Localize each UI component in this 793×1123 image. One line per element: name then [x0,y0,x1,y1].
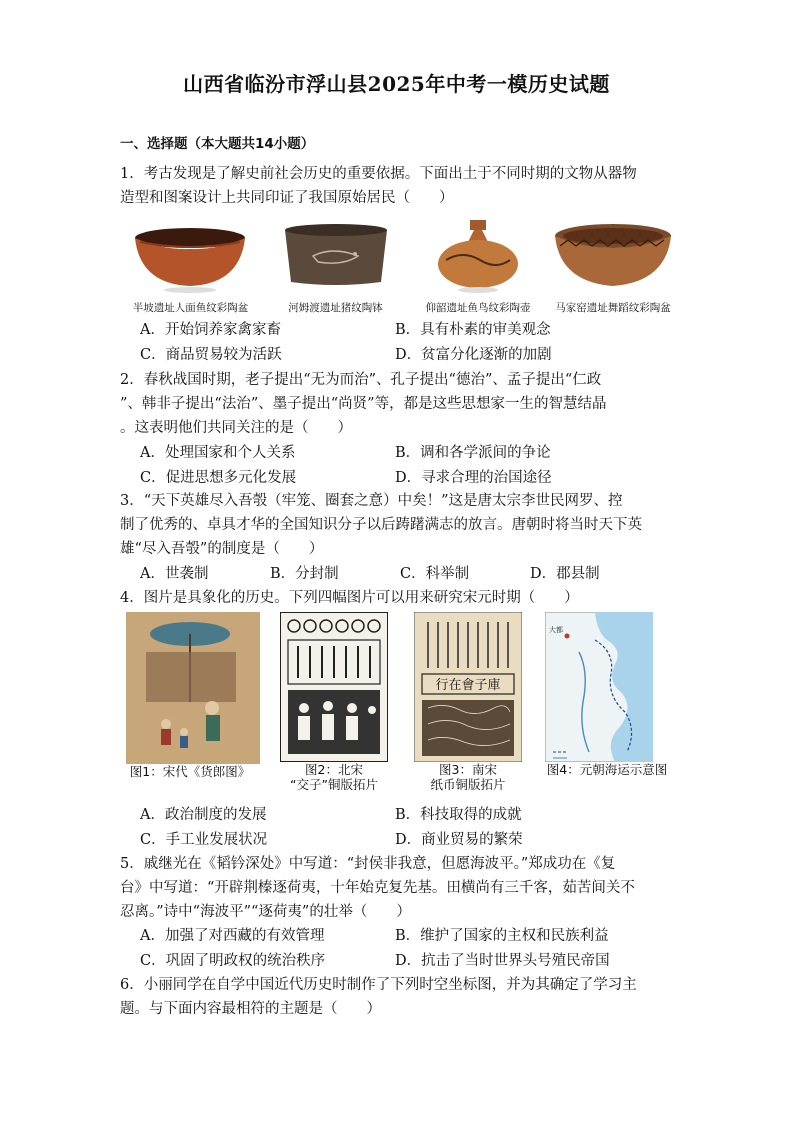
option-a[interactable]: A．世袭制 [140,566,209,582]
peddler-painting-image [126,612,260,764]
option-b[interactable]: B．分封制 [270,566,339,582]
question-4-options [140,803,660,852]
option-a[interactable]: A．处理国家和个人关系 [140,445,296,461]
question-1-stem: 1．考古发现是了解史前社会历史的重要依据。下面出土于不同时期的文物从器物 造型和图案设计上共同印证了我国原始居民（ ） [120,166,637,206]
option-c[interactable]: C．科举制 [400,566,470,582]
option-d[interactable]: D．抗击了当时世界头号殖民帝国 [395,952,610,969]
question-3-stem: 3．“天下英雄尽入吾彀（牢笼、圈套之意）中矣！”这是唐太宗李世民网罗、控 制了优秀的、卓具才华的全国知识分子以后踌躇满志的放言。唐朝时将当时天下英 雄“尽入吾彀”的制度是（ ） [120,493,642,557]
yuan-sea-transport-map-image [545,612,653,762]
question-3-options [140,562,660,587]
option-d[interactable]: D．商业贸易的繁荣 [395,831,523,848]
question-5-stem: 5．戚继光在《韬钤深处》中写道：“封侯非我意，但愿海波平。”郑成功在《复 台》中写道：“开辟荆榛逐荷夷，十年始克复先基。田横尚有三千客，茹苦间关不 忍离。”诗中“海波平”“逐荷夷”的壮举（ ） [120,856,635,920]
artifact-hemudu: 河姆渡遗址猪纹陶钵 [263,216,408,315]
fig3-print-text: 行在會子庫 [435,678,501,693]
page-title: 山西省临汾市浮山县2025年中考一模历史试题 [183,72,610,96]
figure-4: 大都 图4：元朝海运示意图 [537,612,677,777]
figure-3: 行在會子庫 图3：南宋 纸币铜版拓片 [412,612,524,792]
question-6-stem: 6．小丽同学在自学中国近代历史时制作了下列时空坐标图，并为其确定了学习主 题。与下面内容最相符的主题是（ ） [120,977,637,1017]
question-5-options [140,924,660,973]
option-c[interactable]: C．促进思想多元化发展 [140,469,297,486]
artifact-yangshao: 仰韶遗址鱼鸟纹彩陶壶 [408,216,548,315]
option-b[interactable]: B．具有朴素的审美观念 [395,322,551,338]
option-c[interactable]: C．商品贸易较为活跃 [140,346,282,363]
question-2-options [140,441,660,490]
option-c[interactable]: C．手工业发展状况 [140,831,268,848]
pig-pattern-pottery-bowl-image [263,216,408,296]
section-heading: 一、选择题（本大题共14小题） [120,136,315,152]
option-d[interactable]: D．寻求合理的治国途径 [395,469,552,486]
figure-2: 图2：北宋 “交子”铜版拓片 [278,612,390,792]
option-d[interactable]: D．郡县制 [530,566,600,582]
option-d[interactable]: D．贫富分化逐渐的加剧 [395,346,552,363]
jiaozi-rubbing-image [280,612,388,762]
dancing-pattern-pottery-basin-image [548,216,678,296]
option-a[interactable]: A．加强了对西藏的有效管理 [140,928,325,944]
artifact-banpo: 半坡遗址人面鱼纹彩陶盆 [118,216,263,315]
southern-song-banknote-rubbing-image [414,612,522,762]
option-b[interactable]: B．维护了国家的主权和民族利益 [395,928,609,944]
painted-pottery-basin-image [118,216,263,296]
fish-bird-pattern-pottery-jar-image [408,216,548,296]
question-2-stem: 2．春秋战国时期，老子提出“无为而治”、孔子提出“德治”、孟子提出“仁政 ”、韩非子提出“法治”、墨子提出“尚贤”等，都是这些思想家一生的智慧结晶 。这表明他们共同关注的是（ ） [120,372,607,436]
option-b[interactable]: B．科技取得的成就 [395,807,522,823]
question-4-stem: 4．图片是具象化的历史。下列四幅图片可以用来研究宋元时期（ ） [120,590,579,606]
question-1-options [140,318,660,367]
question-1-images [118,216,678,315]
artifact-majiayao: 马家窑遗址舞蹈纹彩陶盆 [548,216,678,315]
option-a[interactable]: A．政治制度的发展 [140,807,267,823]
figure-1: 图1：宋代《货郎图》 [120,612,260,779]
option-a[interactable]: A．开始饲养家禽家畜 [140,322,281,338]
option-c[interactable]: C．巩固了明政权的统治秩序 [140,952,326,969]
map-city-label: 大都 [549,626,563,634]
option-b[interactable]: B．调和各学派间的争论 [395,445,551,461]
